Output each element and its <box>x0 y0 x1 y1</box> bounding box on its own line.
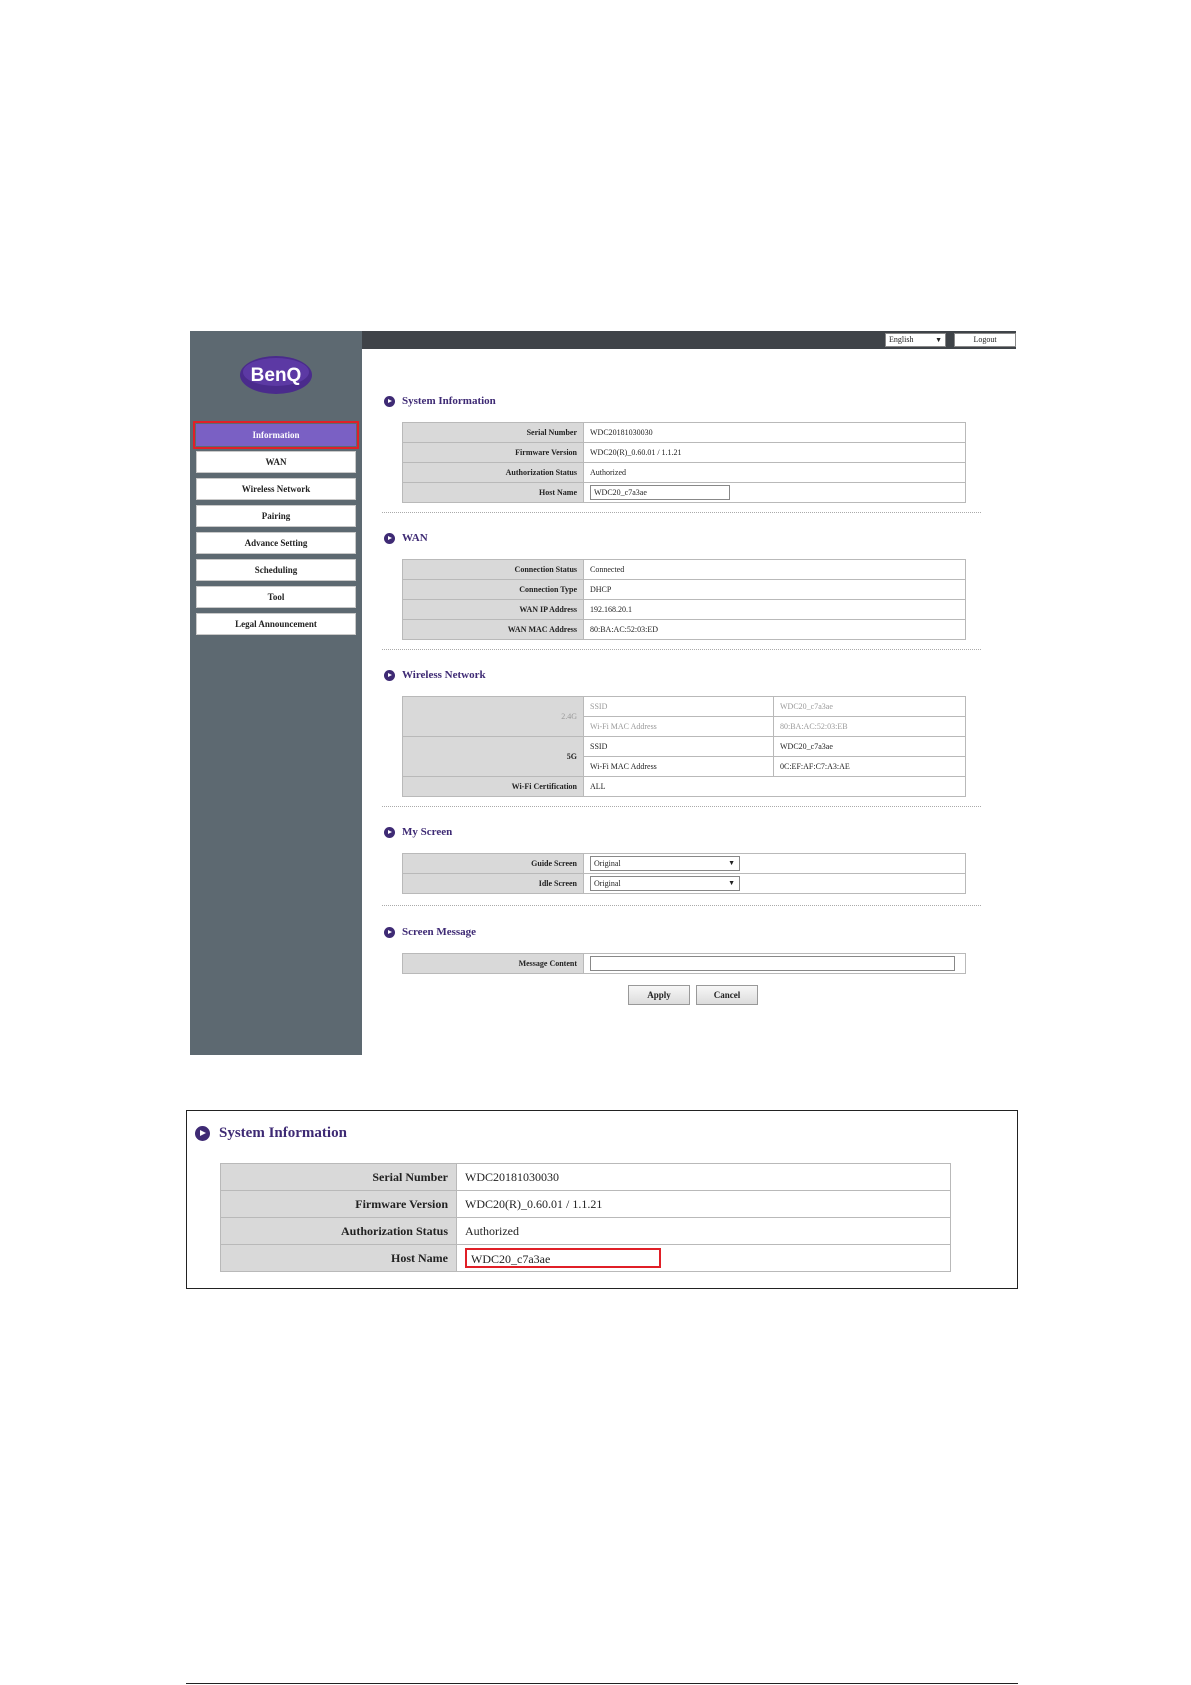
firmware-version-value: WDC20(R)_0.60.01 / 1.1.21 <box>584 443 966 463</box>
serial-number-label: Serial Number <box>403 423 584 443</box>
connection-type-value: DHCP <box>584 580 966 600</box>
table-row <box>403 580 966 600</box>
band-24g-ssid-value: WDC20_c7a3ae <box>774 697 966 717</box>
sidebar-item-pairing[interactable]: Pairing <box>196 505 356 527</box>
language-select[interactable] <box>885 333 946 347</box>
top-bar <box>362 331 1016 349</box>
sidebar <box>190 331 362 1055</box>
guide-screen-cell <box>584 854 966 874</box>
host-name-cell <box>584 483 966 503</box>
section-bullet-icon <box>384 827 395 838</box>
dropdown-arrow-icon: ▼ <box>728 879 735 887</box>
zoom-host-name-label: Host Name <box>221 1245 457 1272</box>
table-row <box>403 463 966 483</box>
band-24g-mac-label: Wi-Fi MAC Address <box>584 717 774 737</box>
band-24g-label: 2.4G <box>403 697 584 737</box>
screen-message-heading <box>384 926 476 938</box>
authorization-status-label: Authorization Status <box>403 463 584 483</box>
wifi-certification-label: Wi-Fi Certification <box>403 777 584 797</box>
table-row <box>403 954 966 974</box>
connection-status-value: Connected <box>584 560 966 580</box>
dropdown-arrow-icon: ▼ <box>935 336 942 344</box>
zoom-serial-number-value: WDC20181030030 <box>457 1164 951 1191</box>
table-row <box>403 423 966 443</box>
message-content-cell <box>584 954 966 974</box>
screen-message-table <box>402 953 966 974</box>
wan-table <box>402 559 966 640</box>
logout-button[interactable]: Logout <box>954 333 1016 347</box>
idle-screen-cell <box>584 874 966 894</box>
benq-logo <box>238 353 314 397</box>
section-bullet-icon <box>384 396 395 407</box>
connection-type-label: Connection Type <box>403 580 584 600</box>
table-row <box>403 600 966 620</box>
message-content-label: Message Content <box>403 954 584 974</box>
wireless-network-table <box>402 696 966 797</box>
system-information-table <box>402 422 966 503</box>
sidebar-item-tool[interactable]: Tool <box>196 586 356 608</box>
serial-number-value: WDC20181030030 <box>584 423 966 443</box>
sidebar-item-information[interactable]: Information <box>196 424 356 446</box>
zoom-host-name-input[interactable]: WDC20_c7a3ae <box>465 1248 661 1268</box>
idle-screen-select[interactable] <box>590 876 740 891</box>
wan-mac-address-label: WAN MAC Address <box>403 620 584 640</box>
band-24g-mac-value: 80:BA:AC:52:03:EB <box>774 717 966 737</box>
cancel-button[interactable]: Cancel <box>696 985 758 1005</box>
page-footer-rule <box>186 1683 1018 1684</box>
table-row <box>403 443 966 463</box>
section-divider <box>382 905 981 906</box>
table-row <box>403 697 966 717</box>
idle-screen-value: Original <box>594 879 621 888</box>
wifi-certification-value: ALL <box>584 777 966 797</box>
table-row <box>221 1164 951 1191</box>
web-config-screenshot <box>190 331 1016 1055</box>
section-bullet-icon <box>384 927 395 938</box>
section-bullet-icon <box>384 670 395 681</box>
message-content-input[interactable] <box>590 956 955 971</box>
zoom-authorization-status-value: Authorized <box>457 1218 951 1245</box>
band-5g-ssid-value: WDC20_c7a3ae <box>774 737 966 757</box>
main-content <box>362 349 1016 1055</box>
zoom-firmware-version-label: Firmware Version <box>221 1191 457 1218</box>
dropdown-arrow-icon: ▼ <box>728 859 735 867</box>
language-value: English <box>889 335 914 344</box>
host-name-input[interactable]: WDC20_c7a3ae <box>590 485 730 500</box>
zoom-host-name-cell <box>457 1245 951 1272</box>
wan-mac-address-value: 80:BA:AC:52:03:ED <box>584 620 966 640</box>
system-information-title: System Information <box>402 395 496 407</box>
sidebar-nav <box>196 424 356 640</box>
authorization-status-value: Authorized <box>584 463 966 483</box>
table-row <box>221 1218 951 1245</box>
table-row <box>403 737 966 757</box>
my-screen-table <box>402 853 966 894</box>
table-row <box>403 777 966 797</box>
zoom-system-information-title: System Information <box>219 1125 347 1141</box>
sidebar-item-wan[interactable]: WAN <box>196 451 356 473</box>
table-row <box>403 874 966 894</box>
guide-screen-label: Guide Screen <box>403 854 584 874</box>
wireless-network-heading <box>384 669 486 681</box>
firmware-version-label: Firmware Version <box>403 443 584 463</box>
sidebar-item-scheduling[interactable]: Scheduling <box>196 559 356 581</box>
band-5g-mac-value: 0C:EF:AF:C7:A3:AE <box>774 757 966 777</box>
table-row <box>221 1245 951 1272</box>
zoom-firmware-version-value: WDC20(R)_0.60.01 / 1.1.21 <box>457 1191 951 1218</box>
my-screen-title: My Screen <box>402 826 453 838</box>
apply-button[interactable]: Apply <box>628 985 690 1005</box>
sidebar-item-legal-announcement[interactable]: Legal Announcement <box>196 613 356 635</box>
wireless-network-title: Wireless Network <box>402 669 486 681</box>
wan-ip-address-value: 192.168.20.1 <box>584 600 966 620</box>
connection-status-label: Connection Status <box>403 560 584 580</box>
band-5g-ssid-label: SSID <box>584 737 774 757</box>
my-screen-heading <box>384 826 452 838</box>
table-row <box>403 620 966 640</box>
wan-ip-address-label: WAN IP Address <box>403 600 584 620</box>
host-name-label: Host Name <box>403 483 584 503</box>
zoom-system-information-heading <box>195 1125 347 1142</box>
screen-message-title: Screen Message <box>402 926 477 938</box>
zoom-system-information-table <box>220 1163 951 1272</box>
sidebar-item-wireless-network[interactable]: Wireless Network <box>196 478 356 500</box>
guide-screen-select[interactable] <box>590 856 740 871</box>
section-divider <box>382 512 981 513</box>
system-information-zoom-panel <box>186 1110 1018 1289</box>
guide-screen-value: Original <box>594 859 621 868</box>
band-5g-mac-label: Wi-Fi MAC Address <box>584 757 774 777</box>
band-5g-label: 5G <box>403 737 584 777</box>
table-row <box>221 1191 951 1218</box>
table-row <box>403 483 966 503</box>
wan-title: WAN <box>402 532 428 544</box>
table-row <box>403 560 966 580</box>
idle-screen-label: Idle Screen <box>403 874 584 894</box>
wan-heading <box>384 532 428 544</box>
system-information-heading <box>384 395 496 407</box>
section-divider <box>382 649 981 650</box>
benq-logo-text: BenQ <box>250 365 302 386</box>
zoom-serial-number-label: Serial Number <box>221 1164 457 1191</box>
section-divider <box>382 806 981 807</box>
band-24g-ssid-label: SSID <box>584 697 774 717</box>
table-row <box>403 854 966 874</box>
section-bullet-icon <box>195 1126 210 1141</box>
section-bullet-icon <box>384 533 395 544</box>
sidebar-item-advance-setting[interactable]: Advance Setting <box>196 532 356 554</box>
zoom-authorization-status-label: Authorization Status <box>221 1218 457 1245</box>
